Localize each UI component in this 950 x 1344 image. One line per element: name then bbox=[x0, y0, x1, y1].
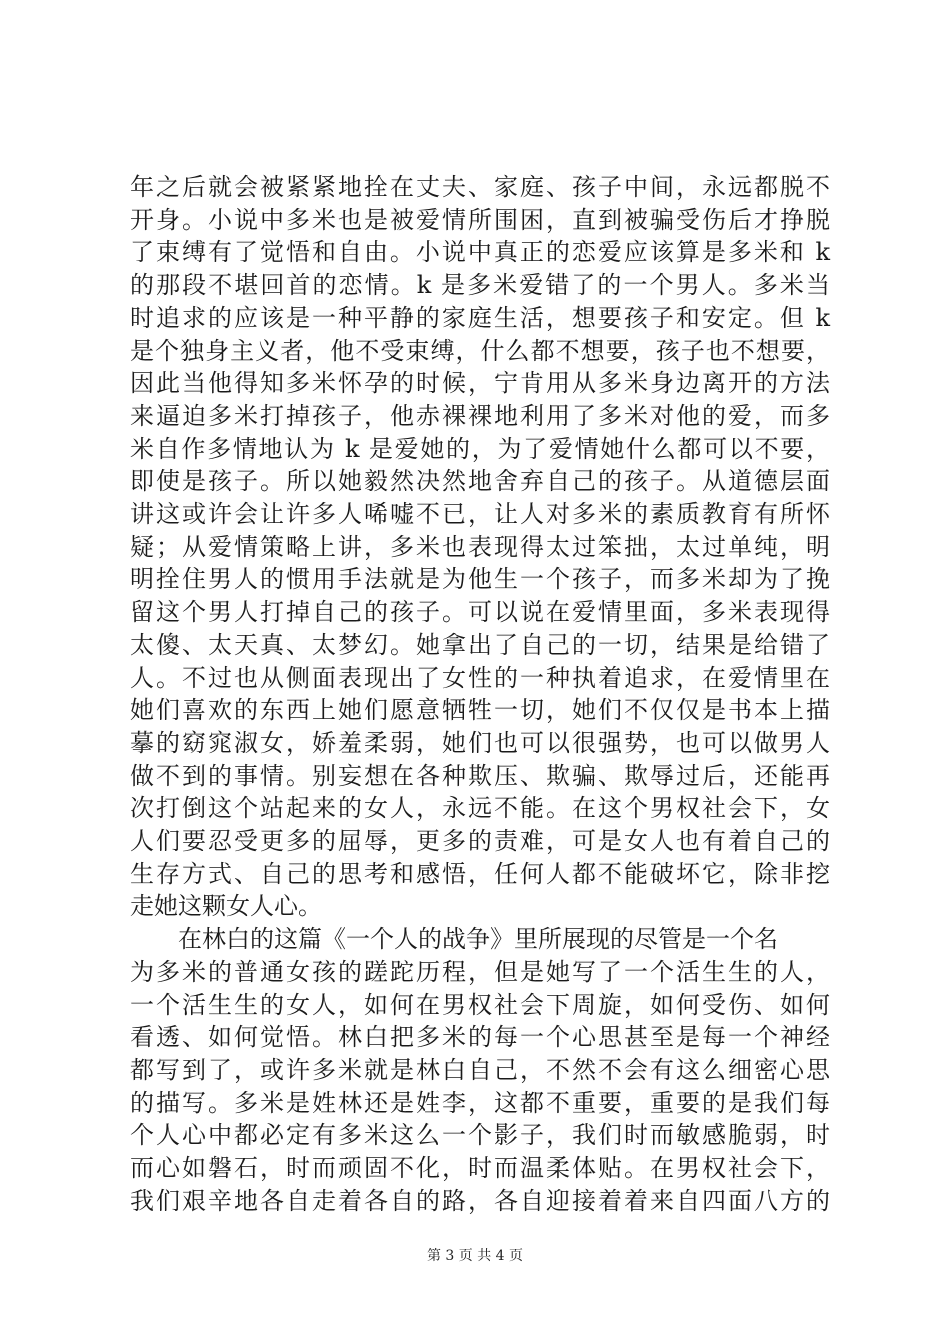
text-line: 疑；从爱情策略上讲，多米也表现得太过笨拙，太过单纯，明 bbox=[130, 532, 830, 561]
text-line: 次打倒这个站起来的女人，永远不能。在这个男权社会下，女 bbox=[130, 794, 830, 823]
text-line: 人。不过也从侧面表现出了女性的一种执着追求，在爱情里在 bbox=[130, 663, 830, 692]
text-line: 因此当他得知多米怀孕的时候，宁肯用从多米身边离开的方法 bbox=[130, 369, 830, 398]
text-line: 的描写。多米是姓林还是姓李，这都不重要，重要的是我们每 bbox=[130, 1088, 830, 1117]
text-line: 为多米的普通女孩的蹉跎历程，但是她写了一个活生生的人， bbox=[130, 957, 830, 986]
text-line: 做不到的事情。别妄想在各种欺压、欺骗、欺辱过后，还能再 bbox=[130, 761, 830, 790]
text-line: 讲这或许会让许多人唏嘘不已，让人对多米的素质教育有所怀 bbox=[130, 500, 830, 529]
text-line: 即使是孩子。所以她毅然决然地舍弃自己的孩子。从道德层面 bbox=[130, 467, 830, 496]
paragraph-start-line: 在林白的这篇《一个人的战争》里所展现的尽管是一个名 bbox=[178, 925, 778, 954]
text-line: 太傻、太天真、太梦幻。她拿出了自己的一切，结果是给错了 bbox=[130, 630, 830, 659]
text-line: 她们喜欢的东西上她们愿意牺牲一切，她们不仅仅是书本上描 bbox=[130, 696, 830, 725]
text-line: 了束缚有了觉悟和自由。小说中真正的恋爱应该算是多米和 k bbox=[130, 238, 830, 267]
text-line: 生存方式、自己的思考和感悟，任何人都不能破坏它，除非挖 bbox=[130, 859, 830, 888]
text-line: 个人心中都必定有多米这么一个影子，我们时而敏感脆弱，时 bbox=[130, 1121, 830, 1150]
text-line: 走她这颗女人心。 bbox=[130, 892, 322, 921]
text-line: 明拴住男人的惯用手法就是为他生一个孩子，而多米却为了挽 bbox=[130, 565, 830, 594]
text-line: 留这个男人打掉自己的孩子。可以说在爱情里面，多米表现得 bbox=[130, 598, 830, 627]
text-line: 米自作多情地认为 k 是爱她的，为了爱情她什么都可以不要， bbox=[130, 434, 830, 463]
page-number-footer: 第 3 页 共 4 页 bbox=[426, 1248, 524, 1264]
text-line: 是个独身主义者，他不受束缚，什么都不想要，孩子也不想要， bbox=[130, 336, 830, 365]
text-line: 年之后就会被紧紧地拴在丈夫、家庭、孩子中间，永远都脱不 bbox=[130, 173, 830, 201]
text-line: 人们要忍受更多的屈辱，更多的责难，可是女人也有着自己的 bbox=[130, 827, 830, 856]
text-line: 而心如磐石，时而顽固不化，时而温柔体贴。在男权社会下， bbox=[130, 1154, 830, 1183]
text-line: 都写到了，或许多米就是林白自己，不然不会有这么细密心思 bbox=[130, 1055, 830, 1084]
text-line: 开身。小说中多米也是被爱情所围困，直到被骗受伤后才挣脱 bbox=[130, 205, 830, 234]
body-text bbox=[130, 171, 830, 1218]
text-line: 来逼迫多米打掉孩子，他赤裸裸地利用了多米对他的爱，而多 bbox=[130, 401, 830, 430]
text-line: 的那段不堪回首的恋情。k 是多米爱错了的一个男人。多米当 bbox=[130, 271, 830, 300]
text-line: 看透、如何觉悟。林白把多米的每一个心思甚至是每一个神经 bbox=[130, 1023, 830, 1052]
text-line: 摹的窈窕淑女，娇羞柔弱，她们也可以很强势，也可以做男人 bbox=[130, 728, 830, 757]
text-line: 一个活生生的女人，如何在男权社会下周旋，如何受伤、如何 bbox=[130, 990, 830, 1019]
text-line: 时追求的应该是一种平静的家庭生活，想要孩子和安定。但 k bbox=[130, 303, 830, 332]
text-line: 我们艰辛地各自走着各自的路，各自迎接着着来自四面八方的 bbox=[130, 1186, 830, 1215]
